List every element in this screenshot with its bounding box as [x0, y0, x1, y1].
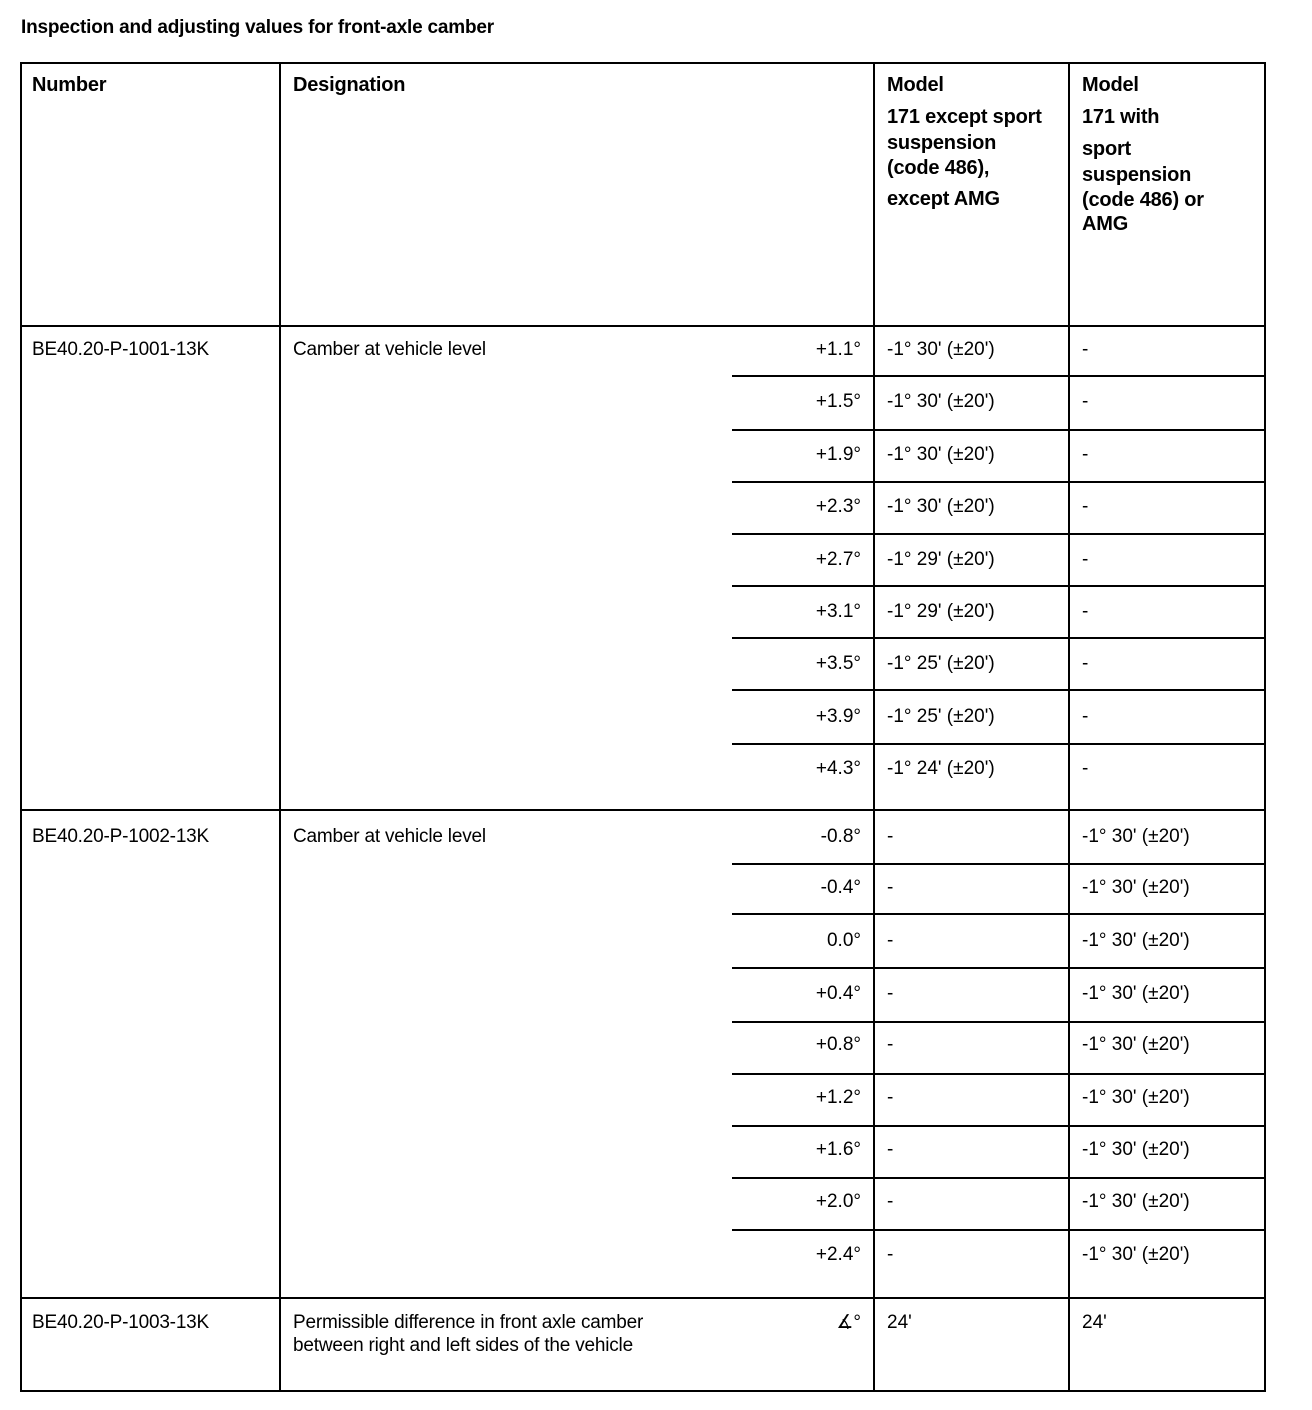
subrow-separator — [732, 1021, 1266, 1023]
model-1-value: -1° 29' (±20') — [887, 601, 995, 622]
model-2-value: - — [1082, 444, 1089, 465]
camber-angle: -0.8° — [820, 826, 861, 847]
camber-angle: +3.9° — [815, 706, 861, 727]
model-2-value: - — [1082, 758, 1089, 779]
model-1-value: - — [887, 1191, 894, 1212]
column-divider — [1068, 62, 1070, 1392]
header-model-1-line: (code 486), — [887, 157, 990, 179]
camber-angle: +2.3° — [815, 496, 861, 517]
header-model-2-line: suspension — [1082, 164, 1192, 186]
subrow-separator — [732, 1125, 1266, 1127]
camber-angle: +3.1° — [815, 601, 861, 622]
camber-angle: +4.3° — [815, 758, 861, 779]
model-1-value: - — [887, 983, 894, 1004]
model-2-value: 24' — [1082, 1312, 1107, 1333]
model-2-value: -1° 30' (±20') — [1082, 1087, 1190, 1108]
row-number: BE40.20-P-1001-13K — [32, 339, 210, 360]
model-1-value: -1° 30' (±20') — [887, 444, 995, 465]
model-2-value: -1° 30' (±20') — [1082, 1191, 1190, 1212]
header-model-1-line: 171 except sport — [887, 106, 1042, 128]
model-1-value: -1° 30' (±20') — [887, 339, 995, 360]
subrow-separator — [732, 585, 1266, 587]
model-2-value: -1° 30' (±20') — [1082, 983, 1190, 1004]
row-number: BE40.20-P-1003-13K — [32, 1312, 210, 1333]
header-number: Number — [32, 74, 107, 96]
column-divider — [873, 62, 875, 1392]
model-2-value: - — [1082, 339, 1089, 360]
model-1-value: - — [887, 877, 894, 898]
document-title: Inspection and adjusting values for front-axle camber — [21, 17, 494, 38]
group-separator — [20, 325, 1266, 327]
model-1-value: 24' — [887, 1312, 912, 1333]
model-1-value: - — [887, 1244, 894, 1265]
row-designation: between right and left sides of the vehicle — [293, 1335, 633, 1356]
model-1-value: - — [887, 930, 894, 951]
group-separator — [20, 809, 1266, 811]
subrow-separator — [732, 743, 1266, 745]
model-1-value: - — [887, 826, 894, 847]
model-1-value: - — [887, 1087, 894, 1108]
group-separator — [20, 1297, 1266, 1299]
camber-angle: +1.2° — [815, 1087, 861, 1108]
header-model-1-label: Model — [887, 74, 944, 96]
row-designation: Camber at vehicle level — [293, 826, 486, 847]
subrow-separator — [732, 481, 1266, 483]
header-designation: Designation — [293, 74, 406, 96]
row-designation: Camber at vehicle level — [293, 339, 486, 360]
model-2-value: -1° 30' (±20') — [1082, 1244, 1190, 1265]
header-model-2-line: 171 with — [1082, 106, 1160, 128]
values-table — [20, 62, 1266, 1392]
camber-angle: -0.4° — [820, 877, 861, 898]
model-1-value: -1° 29' (±20') — [887, 549, 995, 570]
camber-angle: +2.4° — [815, 1244, 861, 1265]
model-1-value: -1° 25' (±20') — [887, 653, 995, 674]
row-number: BE40.20-P-1002-13K — [32, 826, 210, 847]
model-2-value: -1° 30' (±20') — [1082, 826, 1190, 847]
model-2-value: - — [1082, 391, 1089, 412]
header-model-1-line: except AMG — [887, 188, 1000, 210]
subrow-separator — [732, 637, 1266, 639]
model-1-value: -1° 25' (±20') — [887, 706, 995, 727]
subrow-separator — [732, 1229, 1266, 1231]
model-2-value: - — [1082, 549, 1089, 570]
model-1-value: - — [887, 1034, 894, 1055]
angle-symbol: ∡° — [836, 1312, 861, 1333]
subrow-separator — [732, 429, 1266, 431]
camber-angle: +1.6° — [815, 1139, 861, 1160]
camber-angle: +3.5° — [815, 653, 861, 674]
model-2-value: -1° 30' (±20') — [1082, 1139, 1190, 1160]
camber-angle: +1.9° — [815, 444, 861, 465]
header-model-2-line: sport — [1082, 138, 1132, 160]
model-1-value: -1° 30' (±20') — [887, 496, 995, 517]
subrow-separator — [732, 1073, 1266, 1075]
model-1-value: - — [887, 1139, 894, 1160]
header-model-1-line: suspension — [887, 132, 997, 154]
camber-angle: 0.0° — [826, 930, 861, 951]
model-1-value: -1° 30' (±20') — [887, 391, 995, 412]
subrow-separator — [732, 913, 1266, 915]
column-divider — [279, 62, 281, 1392]
model-2-value: - — [1082, 496, 1089, 517]
model-2-value: -1° 30' (±20') — [1082, 930, 1190, 951]
subrow-separator — [732, 689, 1266, 691]
camber-angle: +1.1° — [815, 339, 861, 360]
camber-angle: +1.5° — [815, 391, 861, 412]
header-model-2-line: (code 486) or — [1082, 189, 1204, 211]
header-model-2-label: Model — [1082, 74, 1139, 96]
subrow-separator — [732, 1177, 1266, 1179]
model-1-value: -1° 24' (±20') — [887, 758, 995, 779]
model-2-value: -1° 30' (±20') — [1082, 1034, 1190, 1055]
model-2-value: - — [1082, 653, 1089, 674]
subrow-separator — [732, 967, 1266, 969]
camber-angle: +2.7° — [815, 549, 861, 570]
subrow-separator — [732, 863, 1266, 865]
subrow-separator — [732, 375, 1266, 377]
row-designation: Permissible difference in front axle camber — [293, 1312, 644, 1333]
header-model-2-line: AMG — [1082, 213, 1129, 235]
camber-angle: +0.4° — [815, 983, 861, 1004]
subrow-separator — [732, 533, 1266, 535]
camber-angle: +2.0° — [815, 1191, 861, 1212]
model-2-value: - — [1082, 706, 1089, 727]
camber-angle: +0.8° — [815, 1034, 861, 1055]
model-2-value: - — [1082, 601, 1089, 622]
model-2-value: -1° 30' (±20') — [1082, 877, 1190, 898]
